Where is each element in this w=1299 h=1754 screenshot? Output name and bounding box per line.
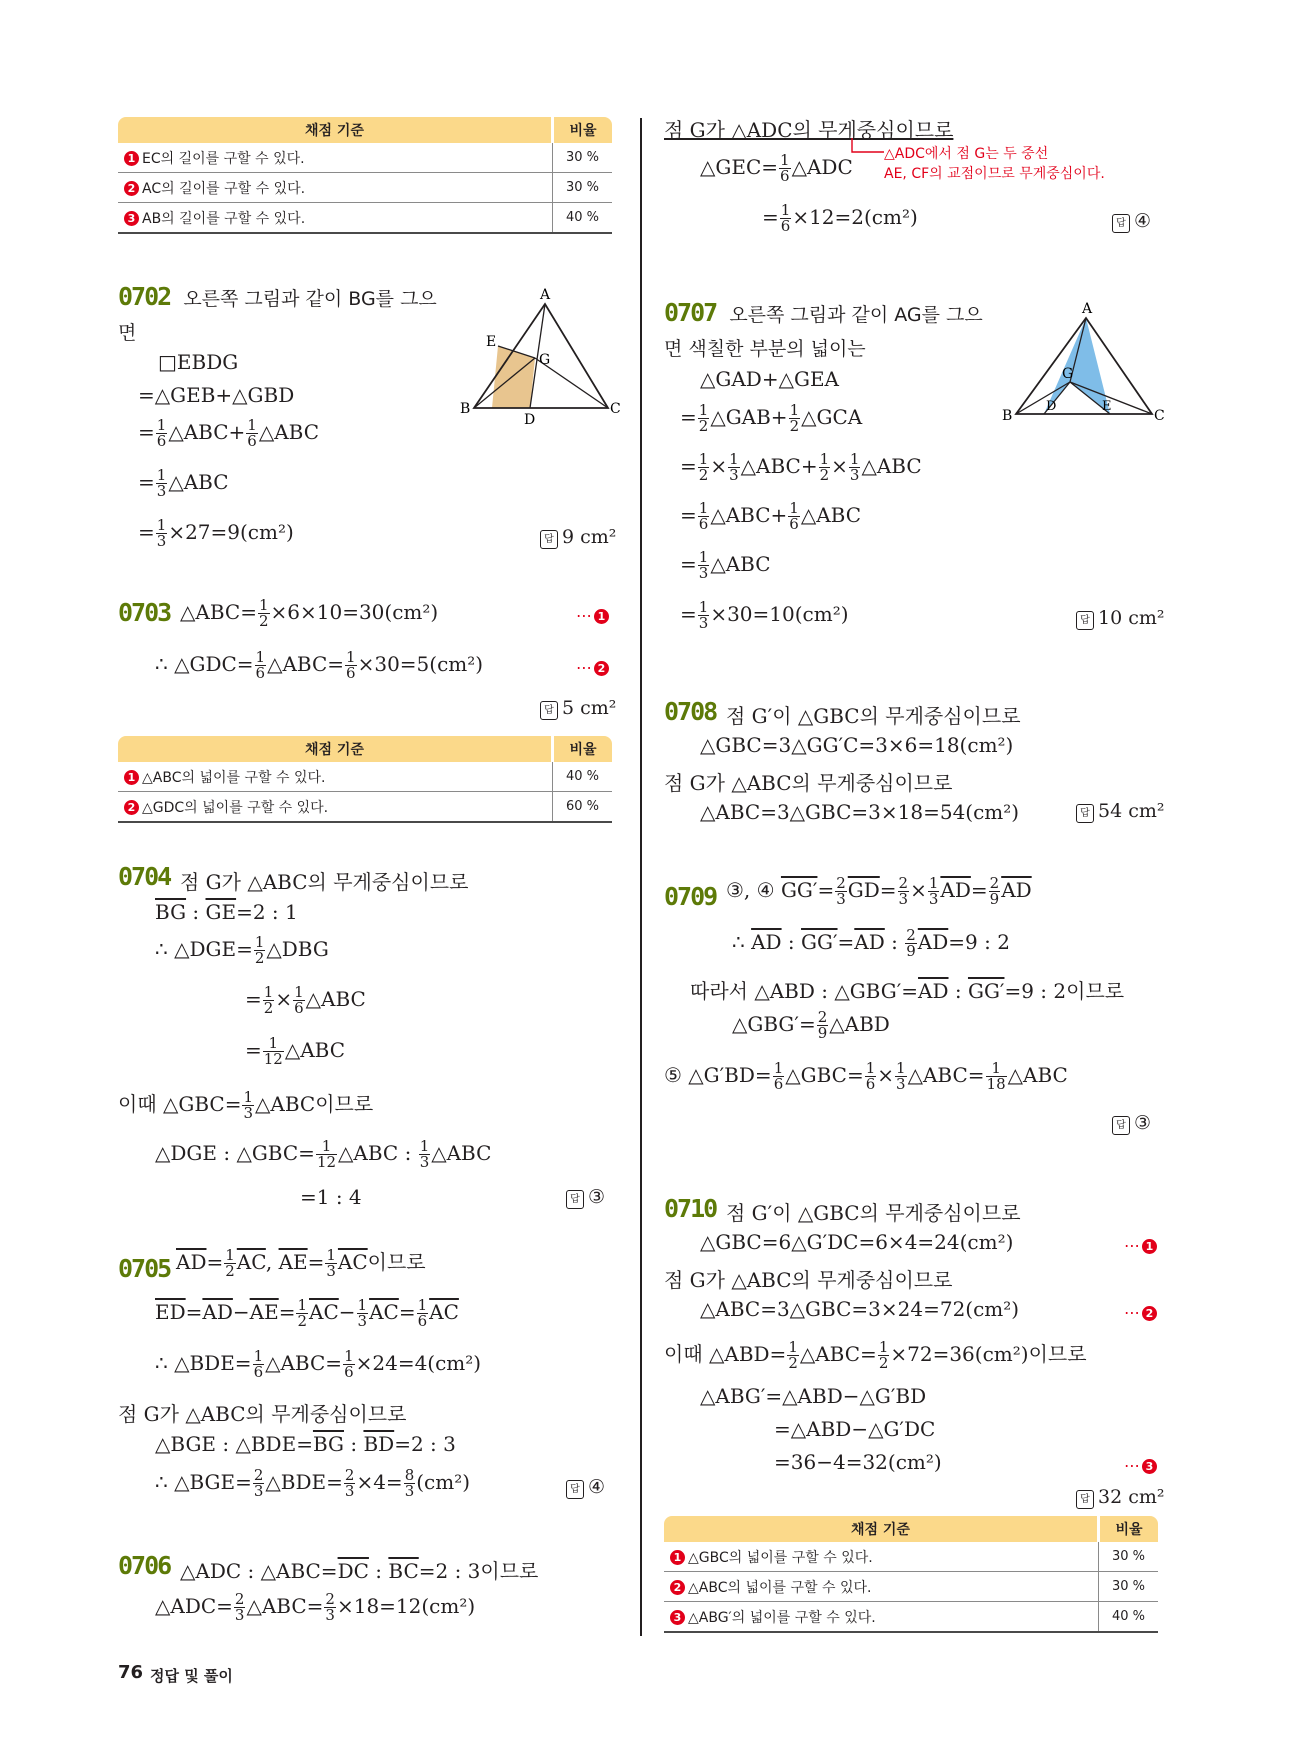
math-line: △GAD+△GEA [700,367,839,391]
label-e: E [1102,399,1112,414]
problem-number: 0702 [118,282,171,311]
ratio-cell: 30 % [1099,1542,1159,1572]
label-g: G [1062,366,1074,382]
ratio-cell: 40 % [1099,1602,1159,1633]
ratio-cell: 40 % [553,762,613,792]
answer-icon: 답 [1112,214,1130,233]
label-b: B [460,401,471,417]
math-line: 점 G가 △ADC의 무게중심이므로 [664,118,954,142]
math-line: 점 G가 △ABC의 무게중심이므로 [664,771,953,795]
note-line: △ADC에서 점 G는 두 중선 [884,146,1049,162]
math-line: = $\frac{1}{6}$ △ABC+ $\frac{1}{6}$ △ABC [138,416,320,450]
step-marker-icon: 1 [124,770,139,785]
table-row [118,762,612,792]
problem-0706 [118,1551,170,1580]
scoring-table-2 [118,736,612,823]
math-line: = $\frac{1}{6}$ ×12=2(cm²) [762,201,918,235]
step-marker-icon: 3 [670,1610,685,1625]
problem-0704 [118,862,170,891]
table-row [664,1572,1158,1602]
math-line: △ABC=3△GBC=3×18=54(cm²) [700,800,1020,824]
math-line: 점 G′이 △GBC의 무게중심이므로 [726,704,1021,728]
step-marker: ⋯ 2 [1124,1303,1160,1322]
triangle-diagram-0702 [460,287,621,428]
criteria-text: AC의 길이를 구할 수 있다. [142,180,306,197]
math-line: △GBC=6△G′DC=6×4=24(cm²) [700,1230,1014,1254]
criteria-text: △ABC의 넓이를 구할 수 있다. [142,769,326,786]
table-row [118,792,612,823]
note-line: AE, CF의 교점이므로 무게중심이다. [884,166,1105,182]
table-row [118,173,612,203]
table-header-ratio: 비율 [553,736,613,762]
criteria-text: AB의 길이를 구할 수 있다. [142,210,306,227]
scoring-table-1 [118,117,612,234]
step-marker: ⋯ 1 [576,606,612,625]
answer: 답 5 cm² [540,697,616,720]
answer: 답 54 cm² [1076,800,1165,823]
label-c: C [1154,408,1165,424]
answer: 답 ③ [566,1186,605,1209]
math-line: = $\frac{1}{2}$ × $\frac{1}{6}$ △ABC [245,983,366,1017]
math-line: = $\frac{1}{3}$ ×30=10(cm²) [680,598,849,632]
criteria-text: △ABC의 넓이를 구할 수 있다. [688,1579,872,1596]
problem-0709 [664,882,716,911]
criteria-text: △ABG′의 넓이를 구할 수 있다. [688,1609,876,1626]
label-b: B [1002,408,1013,424]
step-marker-icon: 2 [124,181,139,196]
answer-icon: 답 [1076,1490,1094,1509]
math-line: ③, ④ GG′= $\frac{2}{3}$ $\overline{GD}=$ $\frac{2}{3}$ × $\frac{1}{3}$ $\overline{AD}=$ $\frac{2}{9}$ $\overline{AD}$ [726,874,1032,908]
math-line: $\overline{AD}=$ $\frac{1}{2}$ $\overline{AC}$, $\overline{AE}=$ $\frac{1}{3}$ $\overline{AC}$이므로 [176,1246,426,1280]
label-d: D [524,412,536,428]
math-line: =△ABD−△G′DC [774,1417,936,1441]
table-header-criteria: 채점 기준 [118,117,553,143]
math-line: ∴ $\overline{AD}$ : $GG'=\overline{AD}$ : $\frac{2}{9}$ $\overline{AD}=9$ : 2 [732,926,1010,960]
math-line: △GEC= $\frac{1}{6}$ △ADC [700,151,853,185]
problem-number: 0710 [664,1194,717,1223]
math-line: = $\frac{1}{3}$ ×27=9(cm²) [138,516,294,550]
answer-icon: 답 [1076,804,1094,823]
math-line: 따라서 △ABD : $\triangle GBG'=\overline{AD}$ : GG′=9 : 2이므로 [690,979,1125,1003]
step-marker: ⋯ 1 [1124,1236,1160,1255]
math-line: △ABG′=△ABD−△G′BD [700,1384,927,1408]
math-line: △DGE : △GBC= $\frac{1}{12}$ △ABC : $\frac{1}{3}$ △ABC [155,1137,492,1171]
math-line: ⑤ △G′BD= $\frac{1}{6}$ △GBC= $\frac{1}{6}$ × $\frac{1}{3}$ △ABC= $\frac{1}{18}$ △ABC [664,1059,1068,1093]
label-a: A [540,287,551,303]
math-line: △GBG′= $\frac{2}{9}$ △ABD [732,1008,890,1042]
answer: 답 ④ [566,1476,605,1499]
problem-0707 [664,298,983,327]
answer: 답 ③ [1112,1112,1151,1135]
step-marker-icon: 1 [670,1550,685,1565]
step-marker: ⋯ 3 [1124,1456,1160,1475]
math-line: = $\frac{1}{2}$ △GAB+ $\frac{1}{2}$ △GCA [680,401,863,435]
label-d: D [1046,399,1057,414]
math-line: =1 : 4 [300,1185,362,1209]
scoring-table-3 [664,1516,1158,1633]
table-row [664,1542,1158,1572]
ratio-cell: 30 % [1099,1572,1159,1602]
criteria-text: EC의 길이를 구할 수 있다. [142,150,305,167]
problem-number: 0704 [118,862,171,891]
math-line: = $\frac{1}{3}$ △ABC [680,548,771,582]
math-line: $\overline{BG}$ : $\overline{GE}=2$ : 1 [155,900,298,924]
math-line: ∴ △BGE= $\frac{2}{3}$ △BDE= $\frac{2}{3}$ ×4= $\frac{8}{3}$ (cm²) [155,1466,471,1500]
problem-intro-cont: 면 색칠한 부분의 넓이는 [664,338,866,360]
math-line: 점 G가 △ABC의 무게중심이므로 [118,1402,407,1426]
segment-bg [1016,382,1070,414]
criteria-text: △GDC의 넓이를 구할 수 있다. [142,799,329,816]
footer-title: 정답 및 풀이 [150,1667,233,1685]
table-header-ratio: 비율 [1099,1516,1159,1542]
problem-intro: 오른쪽 그림과 같이 AG를 그으 [729,304,983,326]
table-header-ratio: 비율 [553,117,613,143]
problem-0705 [118,1254,170,1283]
answer-icon: 답 [540,530,558,549]
step-marker-icon: 2 [124,800,139,815]
math-line: □EBDG [158,350,239,374]
table-row [664,1602,1158,1633]
label-g: G [539,352,551,368]
math-line: =36−4=32(cm²) [774,1450,942,1474]
math-line: 점 G′이 △GBC의 무게중심이므로 [726,1201,1021,1225]
problem-number: 0708 [664,697,717,726]
table-row [118,203,612,234]
table-header-criteria: 채점 기준 [118,736,553,762]
problem-0703 [118,598,170,627]
table-row [118,143,612,173]
math-line: △GBC=3△GG′C=3×6=18(cm²) [700,733,1014,757]
math-line: ∴ △DGE= $\frac{1}{2}$ △DBG [155,933,329,967]
answer-icon: 답 [566,1480,584,1499]
math-line: △BGE : $\triangle BDE=\overline{BG}$ : $\overline{BD}=2$ : 3 [155,1432,456,1456]
table-header-criteria: 채점 기준 [664,1516,1099,1542]
math-line: ∴ △GDC= $\frac{1}{6}$ △ABC= $\frac{1}{6}$ ×30=5(cm²) [155,648,484,682]
answer: 답 9 cm² [540,526,616,549]
label-a: A [1082,301,1093,317]
triangle-diagram-0707 [1002,302,1172,432]
answer-icon: 답 [1112,1116,1130,1135]
answer-icon: 답 [540,701,558,720]
math-line: =△GEB+△GBD [138,383,295,407]
step-marker-icon: 2 [670,1580,685,1595]
problem-number: 0703 [118,598,171,627]
problem-number: 0705 [118,1254,171,1283]
answer: 답 10 cm² [1076,607,1165,630]
math-line: △ADC= $\frac{2}{3}$ △ABC= $\frac{2}{3}$ ×18=12(cm²) [155,1590,476,1624]
math-line: 점 G가 △ABC의 무게중심이므로 [180,870,469,894]
criteria-text: △GBC의 넓이를 구할 수 있다. [688,1549,873,1566]
problem-0708 [664,697,716,726]
answer-icon: 답 [566,1190,584,1209]
ratio-cell: 40 % [553,203,613,234]
math-line: = $\frac{1}{12}$ △ABC [245,1034,346,1068]
math-line: △ADC : $\triangle ABC=\overline{DC}$ : $\overline{BC}=2$ : 3이므로 [180,1559,539,1583]
problem-0702 [118,282,437,311]
math-line: 이때 △ABD= $\frac{1}{2}$ △ABC= $\frac{1}{2}$ ×72=36(cm²)이므로 [664,1338,1087,1372]
math-line: △ABC= $\frac{1}{2}$ ×6×10=30(cm²) [180,596,439,630]
math-line: 이때 △GBC= $\frac{1}{3}$ △ABC이므로 [118,1088,374,1122]
math-line: 점 G가 △ABC의 무게중심이므로 [664,1268,953,1292]
answer: 답 ④ [1112,210,1151,233]
math-line: = $\frac{1}{6}$ △ABC+ $\frac{1}{6}$ △ABC [680,499,862,533]
answer: 답 32 cm² [1076,1486,1165,1509]
step-marker-icon: 1 [124,151,139,166]
problem-number: 0709 [664,882,717,911]
step-marker-icon: 3 [124,211,139,226]
page-number: 76 [118,1662,144,1683]
ratio-cell: 30 % [553,143,613,173]
math-line: = $\frac{1}{3}$ △ABC [138,466,229,500]
column-divider [640,118,642,1636]
problem-number: 0707 [664,298,717,327]
problem-intro: 오른쪽 그림과 같이 BG를 그으 [183,288,437,310]
ratio-cell: 30 % [553,173,613,203]
note-bracket [850,138,886,156]
problem-number: 0706 [118,1551,171,1580]
label-c: C [610,401,621,417]
math-line: $\overline{ED}=\overline{AD}-\overline{AE}=$ $\frac{1}{2}$ $\overline{AC}-$ $\frac{1}{3}$ $\overline{AC}=$ $\frac{1}{6}$ $\overline{AC}$ [155,1296,459,1330]
ratio-cell: 60 % [553,792,613,823]
math-line: = $\frac{1}{2}$ × $\frac{1}{3}$ △ABC+ $\frac{1}{2}$ × $\frac{1}{3}$ △ABC [680,450,922,484]
answer-icon: 답 [1076,611,1094,630]
label-e: E [486,334,497,350]
problem-0710 [664,1194,716,1223]
step-marker: ⋯ 2 [576,658,612,677]
math-line: △ABC=3△GBC=3×24=72(cm²) [700,1297,1020,1321]
math-line: ∴ △BDE= $\frac{1}{6}$ △ABC= $\frac{1}{6}$ ×24=4(cm²) [155,1347,482,1381]
problem-intro-cont: 면 [118,322,137,344]
